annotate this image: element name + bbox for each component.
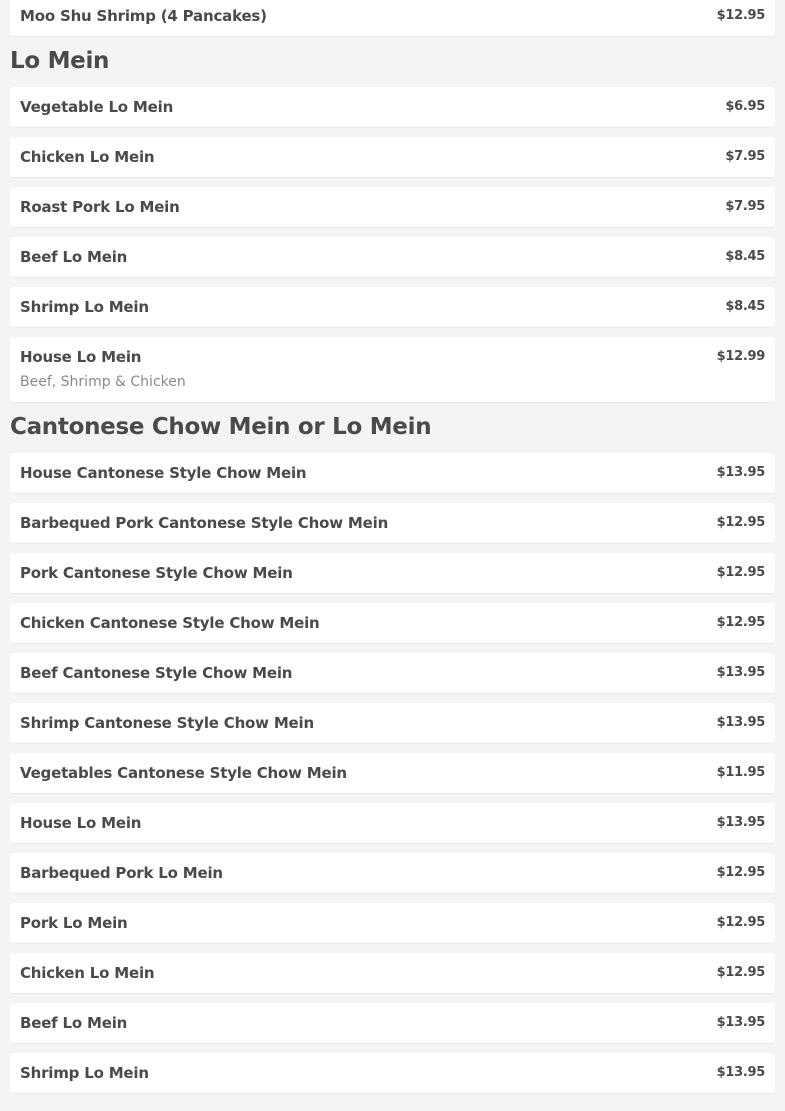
menu-item-name: Roast Pork Lo Mein [20, 198, 180, 216]
menu-item-info [20, 963, 154, 983]
menu-item-name: Pork Cantonese Style Chow Mein [20, 564, 293, 582]
menu-item-info [20, 863, 223, 883]
menu-item-price: $8.45 [725, 299, 765, 314]
menu-item-info [20, 713, 314, 733]
menu-item-info [20, 763, 347, 783]
menu-item[interactable] [10, 1003, 775, 1043]
menu-item-price: $11.95 [716, 765, 765, 780]
menu-item[interactable] [10, 87, 775, 127]
menu-item-price: $13.95 [716, 715, 765, 730]
menu-item[interactable] [10, 653, 775, 693]
menu-section-lo-mein [10, 46, 775, 402]
menu-item-info [20, 1063, 149, 1083]
menu-item-price: $13.95 [716, 1015, 765, 1030]
menu-item[interactable] [10, 953, 775, 993]
menu-item-info [20, 813, 141, 833]
menu-page [10, 0, 775, 1103]
menu-item-price: $12.95 [716, 615, 765, 630]
menu-item-price: $13.95 [716, 1065, 765, 1080]
menu-item-info [20, 663, 292, 683]
menu-item-price: $13.95 [716, 815, 765, 830]
menu-item-info [20, 97, 173, 117]
menu-item-name: Beef Lo Mein [20, 248, 128, 266]
menu-item-price: $12.95 [716, 8, 765, 23]
menu-item-info [20, 513, 388, 533]
menu-item[interactable] [10, 1053, 775, 1093]
menu-item-name: Shrimp Lo Mein [20, 1064, 149, 1082]
menu-item-name: Chicken Lo Mein [20, 964, 155, 982]
menu-item-name: House Lo Mein [20, 348, 142, 366]
menu-item-price: $6.95 [725, 99, 765, 114]
menu-item-price: $8.45 [725, 249, 765, 264]
menu-item[interactable] [10, 503, 775, 543]
menu-item[interactable] [10, 903, 775, 943]
menu-item-name: House Cantonese Style Chow Mein [20, 464, 307, 482]
menu-item[interactable] [10, 703, 775, 743]
menu-item-name: Beef Lo Mein [20, 1014, 128, 1032]
menu-item-price: $12.95 [716, 865, 765, 880]
menu-item-info [20, 147, 154, 167]
menu-item-price: $12.95 [716, 915, 765, 930]
menu-item-price: $7.95 [725, 199, 765, 214]
menu-item[interactable] [10, 187, 775, 227]
menu-item-price: $12.95 [716, 965, 765, 980]
menu-item[interactable] [10, 0, 775, 36]
menu-item[interactable] [10, 853, 775, 893]
menu-item-info [20, 1013, 127, 1033]
menu-item[interactable] [10, 287, 775, 327]
menu-item-info [20, 913, 128, 933]
menu-item-name: Moo Shu Shrimp (4 Pancakes) [20, 7, 267, 25]
section-title: Cantonese Chow Mein or Lo Mein [10, 414, 432, 440]
menu-item-name: Vegetables Cantonese Style Chow Mein [20, 764, 347, 782]
menu-item-price: $13.95 [716, 665, 765, 680]
menu-item-info [20, 297, 149, 317]
menu-item-name: Chicken Cantonese Style Chow Mein [20, 614, 320, 632]
menu-item[interactable] [10, 237, 775, 277]
menu-item-price: $12.95 [716, 565, 765, 580]
menu-item[interactable] [10, 553, 775, 593]
menu-item[interactable] [10, 137, 775, 177]
menu-item-info [20, 613, 320, 633]
menu-item-price: $12.99 [716, 349, 765, 364]
menu-item-info [20, 563, 293, 583]
menu-item-info [20, 247, 127, 267]
menu-item-price: $7.95 [725, 149, 765, 164]
menu-item-name: House Lo Mein [20, 814, 142, 832]
menu-item-price: $13.95 [716, 465, 765, 480]
menu-item[interactable] [10, 603, 775, 643]
menu-item-info [20, 6, 267, 26]
menu-item-name: Beef Cantonese Style Chow Mein [20, 664, 293, 682]
menu-item-name: Pork Lo Mein [20, 914, 128, 932]
menu-item-description: Beef, Shrimp & Chicken [20, 374, 186, 390]
menu-item-name: Barbequed Pork Cantonese Style Chow Mein [20, 514, 389, 532]
section-title: Lo Mein [10, 48, 110, 74]
menu-item-price: $12.95 [716, 515, 765, 530]
menu-item-info [20, 197, 180, 217]
menu-item[interactable] [10, 803, 775, 843]
menu-item-name: Vegetable Lo Mein [20, 98, 174, 116]
menu-item[interactable] [10, 337, 775, 402]
menu-item-name: Chicken Lo Mein [20, 148, 155, 166]
menu-item-name: Shrimp Lo Mein [20, 298, 149, 316]
menu-item[interactable] [10, 753, 775, 793]
menu-section-cantonese [10, 412, 775, 1093]
menu-item-info [20, 347, 186, 392]
menu-item-name: Shrimp Cantonese Style Chow Mein [20, 714, 314, 732]
menu-item-info [20, 463, 306, 483]
menu-item[interactable] [10, 453, 775, 493]
menu-item-name: Barbequed Pork Lo Mein [20, 864, 223, 882]
